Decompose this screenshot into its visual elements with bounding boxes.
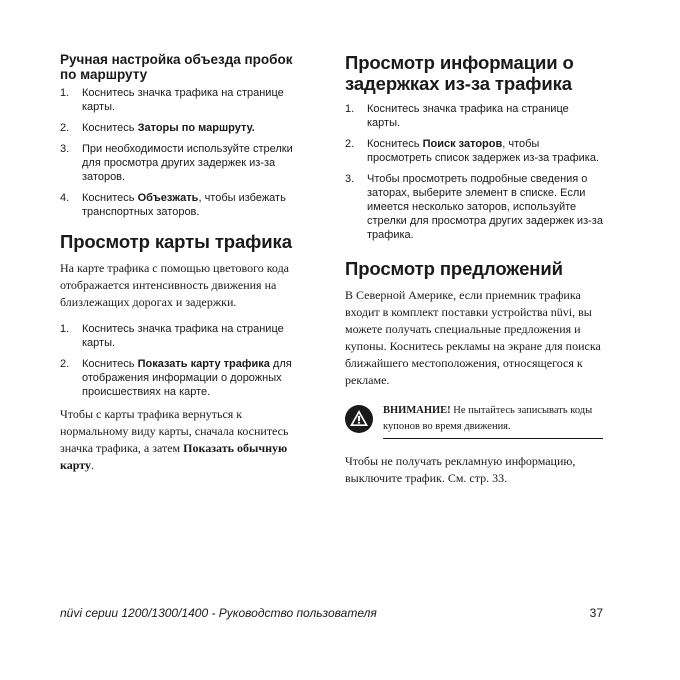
step-number: 3. bbox=[60, 143, 70, 155]
steps-manual-detour bbox=[60, 86, 312, 219]
footer-title: nüvi серии 1200/1300/1400 - Руководство пользователя bbox=[60, 606, 377, 620]
step-item bbox=[60, 357, 312, 399]
text-run: При необходимости используйте стрелки для просмотра других задержек из-за заторов. bbox=[82, 143, 293, 183]
bold-term: Показать обычную карту bbox=[60, 441, 288, 472]
paragraph-traffic-map-return bbox=[60, 406, 312, 474]
step-number: 1. bbox=[345, 103, 355, 115]
step-item bbox=[60, 322, 312, 350]
step-item bbox=[60, 191, 312, 219]
step-item bbox=[60, 121, 312, 135]
heading-manual-detour: Ручная настройка объезда пробок по маршруту bbox=[60, 52, 293, 82]
steps-traffic-delays bbox=[345, 102, 603, 242]
bold-term: Поиск заторов bbox=[422, 138, 503, 150]
text-run: Коснитесь значка трафика на странице карты. bbox=[82, 323, 284, 349]
paragraph-disable-ads: Чтобы не получать рекламную информацию, выключите трафик. См. стр. 33. bbox=[345, 454, 576, 485]
steps-traffic-map bbox=[60, 322, 312, 399]
paragraph-offers: В Северной Америке, если приемник трафика входит в комплект поставки устройства nüvi, вы можете получать специальные предложения и купоны. Коснитесь рекламы на экране для поиска ближайшего местоположения, относящегося к рекламе. bbox=[345, 288, 601, 387]
text-run: Коснитесь bbox=[82, 358, 138, 370]
warning-message: Не пытайтесь записывать коды купонов во время движения. bbox=[383, 405, 593, 432]
step-number: 2. bbox=[345, 138, 355, 150]
text-run: . bbox=[90, 458, 94, 472]
step-number: 2. bbox=[60, 358, 70, 370]
step-item bbox=[345, 102, 603, 130]
step-number: 4. bbox=[60, 192, 70, 204]
text-run: Коснитесь значка трафика на странице карты. bbox=[367, 103, 569, 129]
step-number: 1. bbox=[60, 87, 70, 99]
bold-term: Заторы по маршруту. bbox=[137, 122, 255, 134]
warning-label: ВНИМАНИЕ! bbox=[383, 405, 451, 416]
step-number: 1. bbox=[60, 323, 70, 335]
text-run: для отображения информации о дорожных происшествиях на карте. bbox=[82, 358, 292, 398]
warning-icon bbox=[345, 405, 373, 433]
heading-offers: Просмотр предложений bbox=[345, 258, 563, 279]
step-number: 3. bbox=[345, 173, 355, 185]
step-item bbox=[345, 172, 603, 242]
page-number: 37 bbox=[589, 606, 603, 620]
text-run: Коснитесь bbox=[367, 138, 423, 150]
text-run: Чтобы просмотреть подробные сведения о заторах, выберите элемент в списке. Если имеется несколько заторов, используйте стрелки для просмотра других задержек из-за трафика. bbox=[367, 173, 603, 241]
heading-traffic-map: Просмотр карты трафика bbox=[60, 231, 292, 252]
warning-note bbox=[345, 403, 603, 439]
left-column bbox=[60, 52, 312, 485]
page-footer bbox=[60, 606, 603, 620]
right-column bbox=[345, 52, 603, 498]
step-item bbox=[345, 137, 603, 165]
text-run: Коснитесь bbox=[82, 192, 138, 204]
text-run: , чтобы избежать транспортных заторов. bbox=[82, 192, 286, 218]
text-run: Чтобы с карты трафика вернуться к нормальному виду карты, сначала коснитесь значка трафика, а затем bbox=[60, 407, 289, 455]
text-run: Коснитесь значка трафика на странице карты. bbox=[82, 87, 284, 113]
warning-text bbox=[383, 403, 603, 439]
bold-term: Показать карту трафика bbox=[137, 358, 270, 370]
step-item bbox=[60, 142, 312, 184]
step-item bbox=[60, 86, 312, 114]
step-number: 2. bbox=[60, 122, 70, 134]
bold-term: Объезжать bbox=[137, 192, 199, 204]
paragraph-traffic-map-intro: На карте трафика с помощью цветового кода отображается интенсивность движения на близлежащих дорогах и задержки. bbox=[60, 261, 290, 309]
text-run: Коснитесь bbox=[82, 122, 138, 134]
text-run: , чтобы просмотреть список задержек из-за трафика. bbox=[367, 138, 599, 164]
heading-traffic-delays: Просмотр информации о задержках из-за трафика bbox=[345, 52, 574, 94]
